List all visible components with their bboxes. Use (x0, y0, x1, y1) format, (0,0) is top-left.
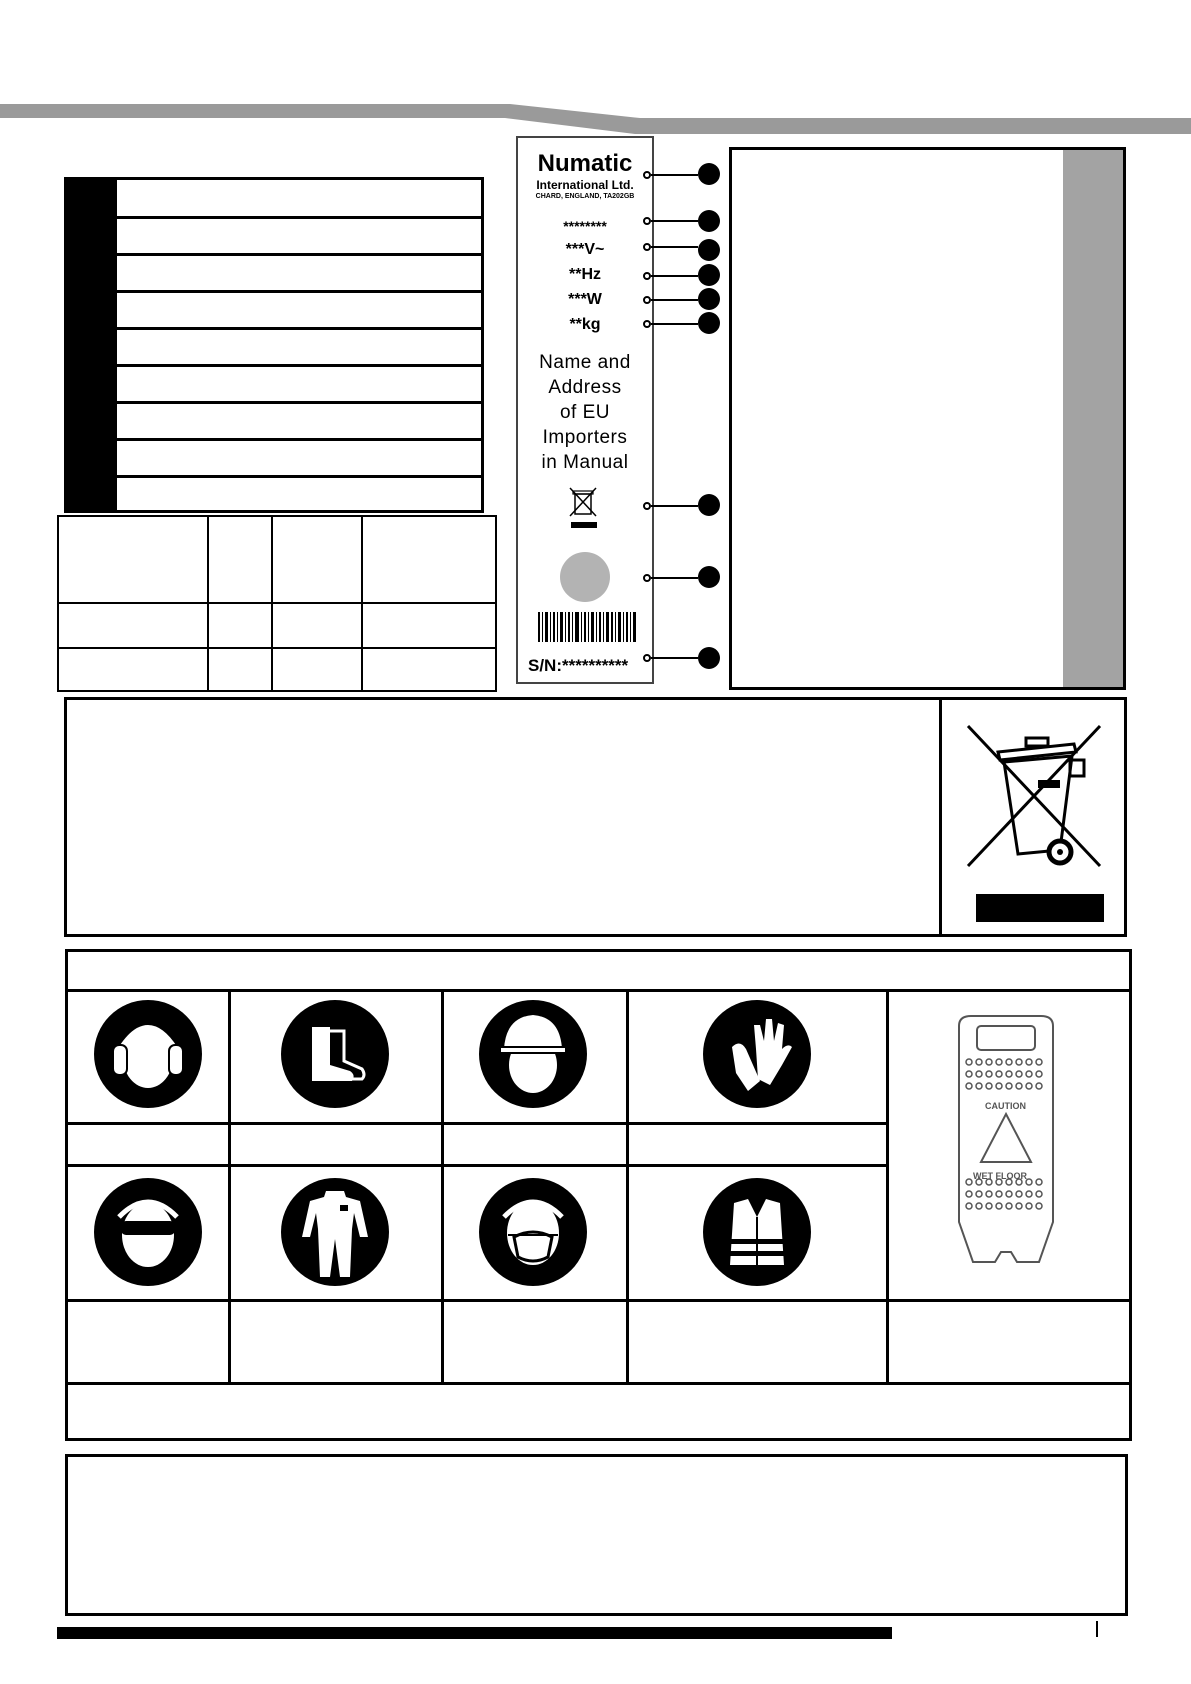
leader-ring (643, 296, 651, 304)
header-bar (0, 0, 1191, 140)
footer-bar (57, 1627, 892, 1639)
notes-box (65, 1454, 1128, 1616)
legend-box (729, 147, 1126, 690)
crossed-bin-icon (564, 486, 604, 530)
marker-dot (698, 239, 720, 261)
legend-side-strip (1063, 150, 1123, 687)
weee-text-box (64, 697, 942, 937)
barcode-icon (538, 612, 636, 642)
crossed-out-wheelie-bin-icon (956, 714, 1112, 924)
label-brand: Numatic (537, 150, 633, 177)
leader-ring (643, 654, 651, 662)
leader-line (651, 299, 698, 301)
label-weight: **kg (569, 316, 601, 333)
label-power: ***W (568, 291, 602, 308)
leader-line (651, 174, 698, 176)
leader-line (651, 577, 698, 579)
ppe-row-divider (68, 1382, 1129, 1385)
spec-row-divider (117, 438, 481, 441)
leader-line (651, 323, 698, 325)
safety-boots-icon (280, 999, 390, 1109)
overalls-icon (280, 1177, 390, 1287)
importer-line: Address (548, 377, 622, 398)
wet-floor-text: WET FLOOR (973, 1171, 1027, 1181)
spec-row-divider (117, 401, 481, 404)
marker-dot (698, 494, 720, 516)
spec-table-rows (114, 177, 484, 513)
marker-dot (698, 647, 720, 669)
label-address: CHARD, ENGLAND, TA202GB (535, 193, 635, 200)
ppe-col-divider (626, 989, 629, 1384)
label-company: International Ltd. (536, 178, 634, 192)
leader-line (651, 246, 698, 248)
values-table (57, 515, 497, 692)
values-row-divider (59, 602, 495, 604)
marker-dot (698, 163, 720, 185)
label-frequency: **Hz (568, 266, 601, 283)
importer-line: of EU (559, 402, 611, 423)
importer-line: Importers (542, 427, 628, 448)
footer-page-tick (1096, 1621, 1098, 1637)
importer-line: Name and (539, 352, 631, 373)
marker-dot (698, 264, 720, 286)
ppe-col-divider (886, 989, 889, 1384)
ppe-row-divider (68, 1299, 1129, 1302)
ppe-col-divider (441, 989, 444, 1384)
wet-floor-sign-icon (951, 1012, 1061, 1274)
label-serial: S/N:********** (528, 656, 629, 675)
ppe-table (65, 949, 1132, 1441)
leader-line (651, 505, 698, 507)
spec-row-divider (117, 253, 481, 256)
marker-dot (698, 288, 720, 310)
label-voltage: ***V~ (565, 241, 605, 258)
label-model-code: ******** (563, 218, 607, 234)
spec-table-side-band (64, 177, 116, 513)
ppe-row-divider (68, 1164, 888, 1167)
spec-row-divider (117, 364, 481, 367)
safety-glasses-icon (93, 1177, 203, 1287)
spec-table (64, 177, 484, 513)
weee-icon-box (939, 697, 1127, 937)
marker-dot (698, 312, 720, 334)
spec-row-divider (117, 327, 481, 330)
leader-ring (643, 502, 651, 510)
marker-dot (698, 566, 720, 588)
leader-ring (643, 217, 651, 225)
leader-line (651, 220, 698, 222)
label-importer-note (518, 350, 652, 475)
leader-ring (643, 243, 651, 251)
spec-row-divider (117, 216, 481, 219)
grey-disc-icon (560, 552, 610, 602)
ear-defenders-icon (93, 999, 203, 1109)
values-row-divider (59, 647, 495, 649)
hi-vis-vest-icon (702, 1177, 812, 1287)
marker-dot (698, 210, 720, 232)
ppe-col-divider (228, 989, 231, 1384)
spec-row-divider (117, 290, 481, 293)
leader-ring (643, 171, 651, 179)
leader-ring (643, 574, 651, 582)
rating-label (516, 136, 654, 684)
wet-floor-caution-text: CAUTION (985, 1101, 1026, 1111)
importer-line: in Manual (541, 452, 629, 473)
ppe-row-divider (68, 1122, 888, 1125)
hard-hat-icon (478, 999, 588, 1109)
leader-line (651, 657, 698, 659)
leader-ring (643, 272, 651, 280)
spec-row-divider (117, 475, 481, 478)
leader-line (651, 275, 698, 277)
leader-ring (643, 320, 651, 328)
protective-gloves-icon (702, 999, 812, 1109)
face-mask-icon (478, 1177, 588, 1287)
